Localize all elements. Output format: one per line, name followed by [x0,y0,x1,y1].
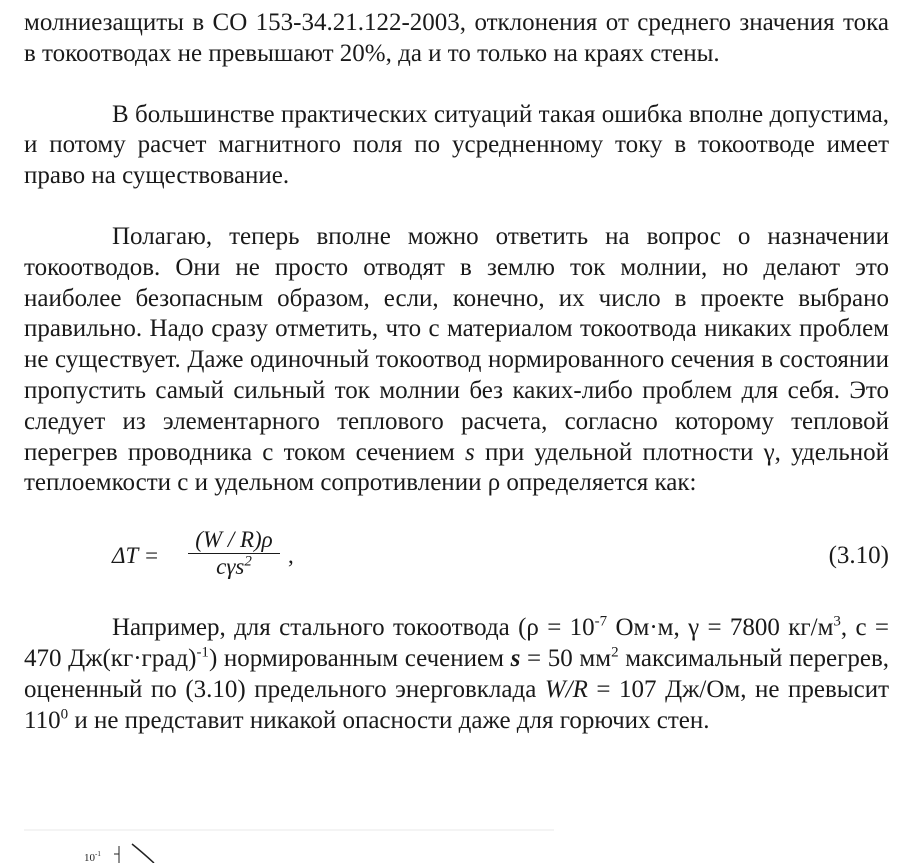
fraction-denominator [184,554,284,580]
text-run: , с = 470 Дж(кг·град) [24,614,889,672]
symbol-s-bold: s [510,644,521,672]
superscript: -1 [196,644,209,661]
equation-lhs: ΔT = [112,543,160,569]
text-run: Полагаю, теперь вполне можно ответить на вопрос о назначении токоотводов. Они не просто отводят в землю ток молнии, но делают это наиболее безопасным образом, если, конечно, их число в проекте выбрано правильно. Надо сразу отметить, что с материалом токоотвода никаких проблем не существует. Даже одиночный токоотвод нормированного сечения в состоянии пропустить самый сильный ток молнии без каких-либо проблем для себя. Это следует из элементарного теплового расчета, согласно которому тепловой перегрев проводника с током сечением [24,222,889,466]
text-run: , удельной теплоемкости с и удельном сопротивлении ρ определяется как: [24,438,889,497]
axis-tick-text: 10 [84,852,95,863]
curve [132,844,154,863]
paragraph-steel-example [24,613,889,736]
superscript: -7 [594,613,608,630]
symbol-gamma: γ [763,438,775,466]
fraction-numerator: (W / R)ρ [195,527,273,553]
superscript: 0 [60,706,69,723]
equation-number: (3.10) [828,542,889,570]
paragraph-line: тока в токоотводах не превышают 20%, да и то только на краях стены. [24,9,889,67]
symbol-w-over-r: W/R [544,675,588,703]
text-run: и не представит никакой опасности даже для горючих стен. [68,706,710,734]
axis-tick-label [84,850,101,863]
text-run: = 50 мм [520,644,612,672]
text-run: Например, для стального токоотвода (ρ = 10 [112,614,595,642]
text-run: ) нормированным сечением [208,644,511,672]
paragraph-line: молниезащиты в СО 153-34.21.122-2003, отклонения от среднего значения [24,9,835,36]
denominator-base: cγs [216,554,245,580]
axis-tick-exponent: -1 [95,850,101,858]
document-page [24,8,889,736]
text-run: = 107 Дж/Ом, не превысит 110 [24,675,889,734]
symbol-s: s [465,438,475,466]
text-run: Ом·м, γ = 7800 кг/м [607,614,834,642]
equation-3-10 [24,527,889,589]
paragraph-downconductors [24,222,889,499]
equation-fraction [184,527,284,580]
figure-graph [24,828,554,863]
figure-partial [24,828,554,863]
paragraph-error-acceptable: В большинстве практических ситуаций такая ошибка вполне допустима, и потому расчет магнитного поля по усредненному току в токоотводе имеет право на существование. [24,100,889,190]
equation-comma: , [288,543,294,569]
text-run: при удельной плотности [474,438,764,466]
superscript: 2 [611,644,619,661]
paragraph-continuation [24,8,889,70]
superscript: 3 [833,613,841,630]
text-run: максимальный перегрев, оцененный по (3.10) предельного энерговклада [24,644,889,703]
denominator-exponent: 2 [244,553,252,570]
